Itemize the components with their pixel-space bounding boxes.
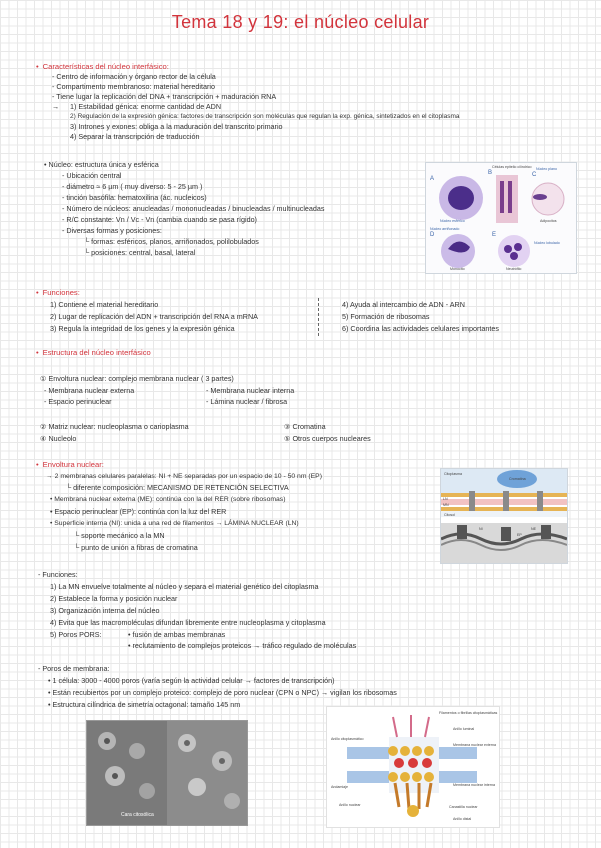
- nucleus-shapes-figure: [425, 162, 577, 274]
- nuclear-envelope-figure: [440, 468, 568, 564]
- figure-label: Anillo distal: [453, 817, 472, 821]
- figure-label: Citosol: [444, 513, 455, 517]
- list-item: • Están recubiertos por un complejo proteico: complejo de poro nuclear (CPN o NPC) → vigilan los ribosomas: [48, 688, 397, 697]
- list-item: └ posiciones: central, basal, lateral: [84, 248, 196, 257]
- list-item: - Número de núcleos: anucleadas / mononucleadas / binucleadas / multinucleadas: [62, 204, 325, 213]
- list-item: • reclutamiento de complejos proteicos → tráfico regulado de moléculas: [128, 641, 357, 650]
- figure-label: NE: [531, 527, 536, 531]
- list-item: - Tiene lugar la replicación del DNA + transcripción + maduración RNA: [52, 92, 277, 101]
- list-item: 3) Intrones y exones: obliga a la maduración del transcrito primario: [70, 122, 283, 131]
- list-item: 1) Contiene el material hereditario: [50, 300, 159, 309]
- figure-label: Membrana nuclear externa: [453, 743, 496, 747]
- list-item: • Espacio perinuclear (EP): continúa con la luz del RER: [50, 507, 227, 516]
- list-item: • Núcleo: estructura única y esférica: [44, 160, 159, 169]
- pore-complex-illustration: [327, 707, 499, 827]
- list-item: - Membrana nuclear interna: [206, 386, 295, 395]
- list-item: ③ Cromatina: [284, 422, 326, 431]
- list-item: ④ Nucleolo: [40, 434, 77, 443]
- figure-label: LN: [443, 497, 448, 501]
- envelope-diagram: [441, 469, 567, 563]
- section-heading: - Poros de membrana:: [38, 664, 110, 673]
- list-item: • 1 célula: 3000 - 4000 poros (varía según la actividad celular → factores de transcripción): [48, 676, 335, 685]
- list-item: └ diferente composición: MECANISMO DE RETENCIÓN SELECTIVA: [66, 483, 289, 492]
- figure-label: D: [430, 232, 435, 238]
- list-item: ⑤ Otros cuerpos nucleares: [284, 434, 371, 443]
- figure-label: Núcleo arriñonado: [430, 227, 460, 231]
- figure-label: B: [488, 170, 493, 176]
- list-item: ① Envoltura nuclear: complejo membrana nuclear ( 3 partes): [40, 374, 234, 383]
- list-item: • fusión de ambas membranas: [128, 630, 226, 639]
- list-item: 3) Organización interna del núcleo: [50, 606, 160, 615]
- figure-label: E: [492, 232, 497, 238]
- figure-label: Filamentos o fibrillas citoplasmáticas: [439, 711, 498, 715]
- figure-label: Neutrófilo: [506, 267, 522, 271]
- list-item: - tinción basófila: hematoxilina (ác. nucleicos): [62, 193, 207, 202]
- section-heading: - Funciones:: [38, 570, 78, 579]
- micrograph-texture: [87, 721, 247, 825]
- figure-label: Membrana nuclear interna: [453, 783, 495, 787]
- list-item: 4) Separar la transcripción de traducción: [70, 132, 200, 141]
- figure-label: Citoplasma: [444, 472, 462, 476]
- list-item: - Compartimento membranoso: material hereditario: [52, 82, 215, 91]
- list-item: - diámetro ≈ 6 µm ( muy diverso: 5 - 25 µm ): [62, 182, 203, 191]
- list-item: 4) Ayuda al intercambio de ADN - ARN: [342, 300, 465, 309]
- section-heading: • Estructura del núcleo interfásico: [36, 348, 151, 357]
- list-item: 6) Coordina las actividades celulares importantes: [342, 324, 500, 333]
- list-item: 4) Evita que las macromoléculas difundan libremente entre nucleoplasma y citoplasma: [50, 618, 326, 627]
- figure-label: MN: [443, 503, 449, 507]
- figure-label: EP: [517, 533, 522, 537]
- arrow-icon: →: [52, 102, 60, 111]
- figure-label: Núcleo esférico: [440, 219, 465, 223]
- list-item: - Membrana nuclear externa: [44, 386, 135, 395]
- figure-label: Adipocitos: [540, 219, 557, 223]
- list-item: → 2 membranas celulares paralelas: NI + NE separadas por un espacio de 10 - 50 nm (EP): [46, 473, 322, 480]
- list-item: 5) Poros PORS:: [50, 630, 102, 639]
- figure-label: Anillo luminal: [453, 727, 475, 731]
- pore-complex-diagram: [326, 706, 500, 828]
- list-item: └ punto de unión a fibras de cromatina: [74, 543, 198, 552]
- figure-label: Monocito: [450, 267, 465, 271]
- list-item: - Diversas formas y posiciones:: [62, 226, 162, 235]
- column-divider: [318, 298, 319, 336]
- list-item: - Centro de información y órgano rector de la célula: [52, 72, 216, 81]
- section-heading: • Funciones:: [36, 288, 80, 297]
- pore-micrograph: [86, 720, 248, 826]
- figure-label: Andamiaje: [331, 785, 348, 789]
- figure-label: Núcleo lobulado: [534, 241, 560, 245]
- section-heading: • Envoltura nuclear:: [36, 460, 104, 469]
- figure-label: Núcleo plano: [536, 167, 557, 171]
- list-item: - Lámina nuclear / fibrosa: [206, 397, 288, 406]
- figure-label: Anillo nuclear: [339, 803, 361, 807]
- figure-label: C: [532, 172, 537, 178]
- list-item: • Membrana nuclear externa (ME): continúa con la del RER (sobre ribosomas): [50, 496, 286, 503]
- photo-caption: Cara citosólica: [121, 812, 154, 818]
- list-item: 3) Regula la integridad de los genes y la expresión génica: [50, 324, 235, 333]
- list-item: 1) La MN envuelve totalmente al núcleo y separa el material genético del citoplasma: [50, 582, 319, 591]
- list-item: • Superficie interna (NI): unida a una red de filamentos → LÁMINA NUCLEAR (LN): [50, 520, 299, 527]
- figure-label: Anillo citoplasmático: [331, 737, 364, 741]
- list-item: 2) Establece la forma y posición nuclear: [50, 594, 178, 603]
- figure-label: Cromatina: [509, 477, 526, 481]
- list-item: 1) Estabilidad génica: enorme cantidad de ADN: [70, 102, 222, 111]
- section-heading: • Características del núcleo interfásico:: [36, 62, 169, 71]
- list-item: - Ubicación central: [62, 171, 122, 180]
- list-item: 2) Lugar de replicación del ADN + transcripción del RNA a mRNA: [50, 312, 258, 321]
- figure-label: NI: [479, 527, 483, 531]
- list-item: └ formas: esféricos, planos, arriñonados, polilobulados: [84, 237, 259, 246]
- page-title: Tema 18 y 19: el núcleo celular: [171, 12, 430, 32]
- list-item: ② Matriz nuclear: nucleoplasma o carioplasma: [40, 422, 189, 431]
- list-item: 5) Formación de ribosomas: [342, 312, 430, 321]
- figure-label: A: [430, 176, 435, 182]
- list-item: - Espacio perinuclear: [44, 397, 112, 406]
- figure-label: Canastilla nuclear: [449, 805, 478, 809]
- list-item: • Estructura cilíndrica de simetría octagonal: tamaño 145 nm: [48, 700, 241, 709]
- cell-types-illustration: [426, 163, 576, 273]
- list-item: └ soporte mecánico a la MN: [74, 531, 165, 540]
- figure-label: Células epitelio cilíndrico: [492, 165, 532, 169]
- list-item: - R/C constante: Vn / Vc - Vn (cambia cuando se pasa rígido): [62, 215, 257, 224]
- list-item: 2) Regulación de la expresión génica: factores de transcripción son moléculas que regulan la exp. génica, sintetizados en el citoplasma: [70, 113, 460, 120]
